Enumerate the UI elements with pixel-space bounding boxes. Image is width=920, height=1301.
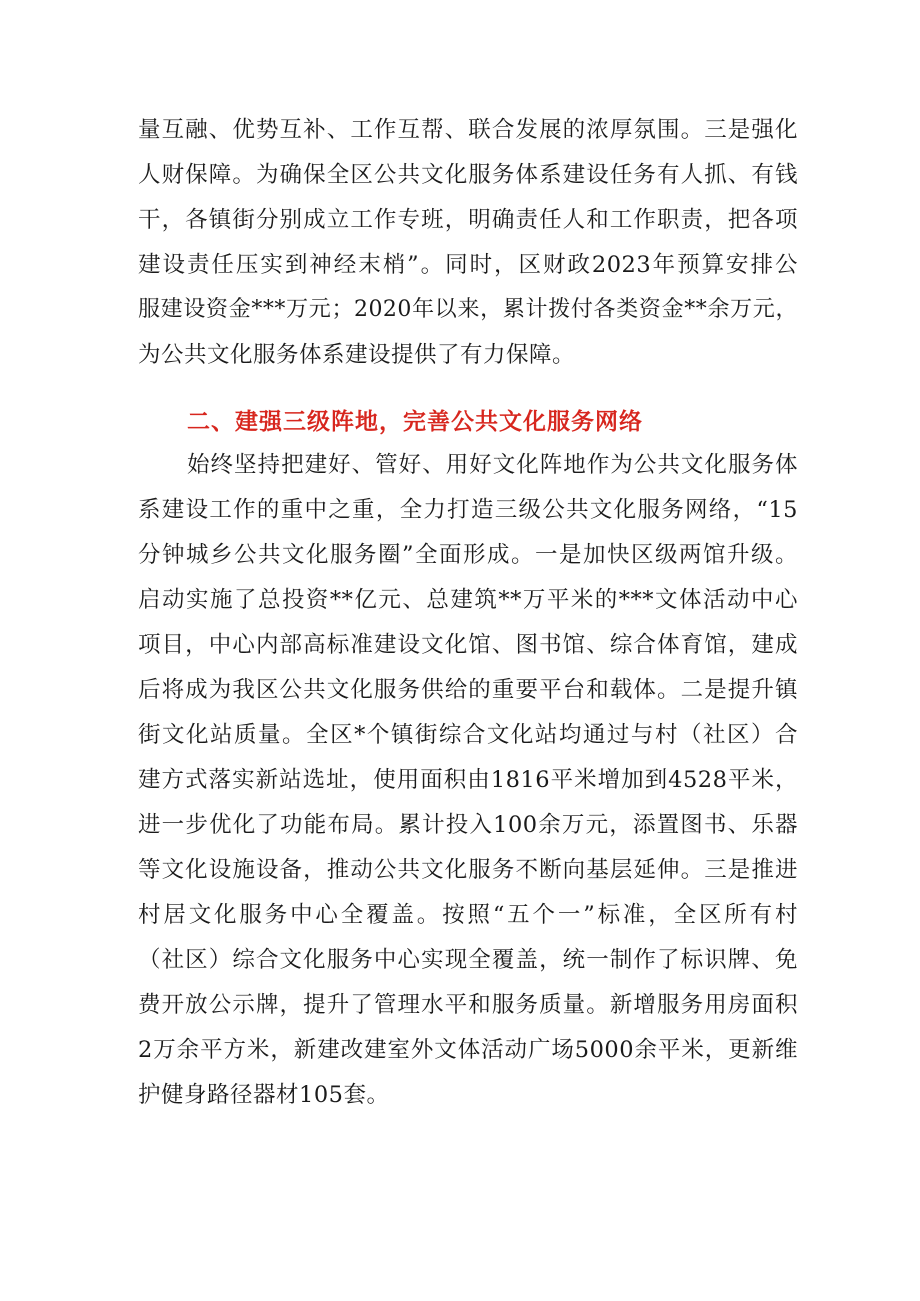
text-line: 后将成为我区公共文化服务供给的重要平台和载体。二是提升镇 bbox=[138, 677, 798, 703]
text-line: 街文化站质量。全区*个镇街综合文化站均通过与村（社区）合 bbox=[138, 722, 798, 748]
text-line: 2万余平方米，新建改建室外文体活动广场5000余平米，更新维 bbox=[138, 1037, 798, 1063]
text-line: 进一步优化了功能布局。累计投入100余万元，添置图书、乐器 bbox=[138, 812, 798, 838]
text-line: 建设责任压实到神经末梢”。同时，区财政2023年预算安排公 bbox=[138, 252, 798, 278]
text-line: 始终坚持把建好、管好、用好文化阵地作为公共文化服务体 bbox=[187, 452, 798, 478]
text-line: 村居文化服务中心全覆盖。按照“五个一”标准，全区所有村 bbox=[138, 902, 798, 928]
text-line: 量互融、优势互补、工作互帮、联合发展的浓厚氛围。三是强化 bbox=[138, 117, 798, 143]
text-line: 护健身路径器材105套。 bbox=[138, 1082, 390, 1108]
text-line: 等文化设施设备，推动公共文化服务不断向基层延伸。三是推进 bbox=[138, 857, 798, 883]
text-line: 建方式落实新站选址，使用面积由1816平米增加到4528平米， bbox=[138, 767, 798, 793]
text-line: 为公共文化服务体系建设提供了有力保障。 bbox=[138, 342, 576, 368]
text-line: 分钟城乡公共文化服务圈”全面形成。一是加快区级两馆升级。 bbox=[138, 542, 798, 568]
text-line: 系建设工作的重中之重，全力打造三级公共文化服务网络，“15 bbox=[138, 497, 798, 523]
text-line: 人财保障。为确保全区公共文化服务体系建设任务有人抓、有钱 bbox=[138, 162, 798, 188]
text-line: 启动实施了总投资**亿元、总建筑**万平米的***文体活动中心 bbox=[138, 587, 798, 613]
text-line: （社区）综合文化服务中心实现全覆盖，统一制作了标识牌、免 bbox=[138, 947, 798, 973]
text-line: 费开放公示牌，提升了管理水平和服务质量。新增服务用房面积 bbox=[138, 992, 798, 1018]
text-line: 项目，中心内部高标准建设文化馆、图书馆、综合体育馆，建成 bbox=[138, 632, 798, 658]
section-heading: 二、建强三级阵地，完善公共文化服务网络 bbox=[187, 409, 643, 435]
text-line: 服建设资金***万元；2020年以来，累计拨付各类资金**余万元， bbox=[138, 297, 798, 322]
text-line: 干，各镇街分别成立工作专班，明确责任人和工作职责，把各项 bbox=[138, 207, 798, 233]
